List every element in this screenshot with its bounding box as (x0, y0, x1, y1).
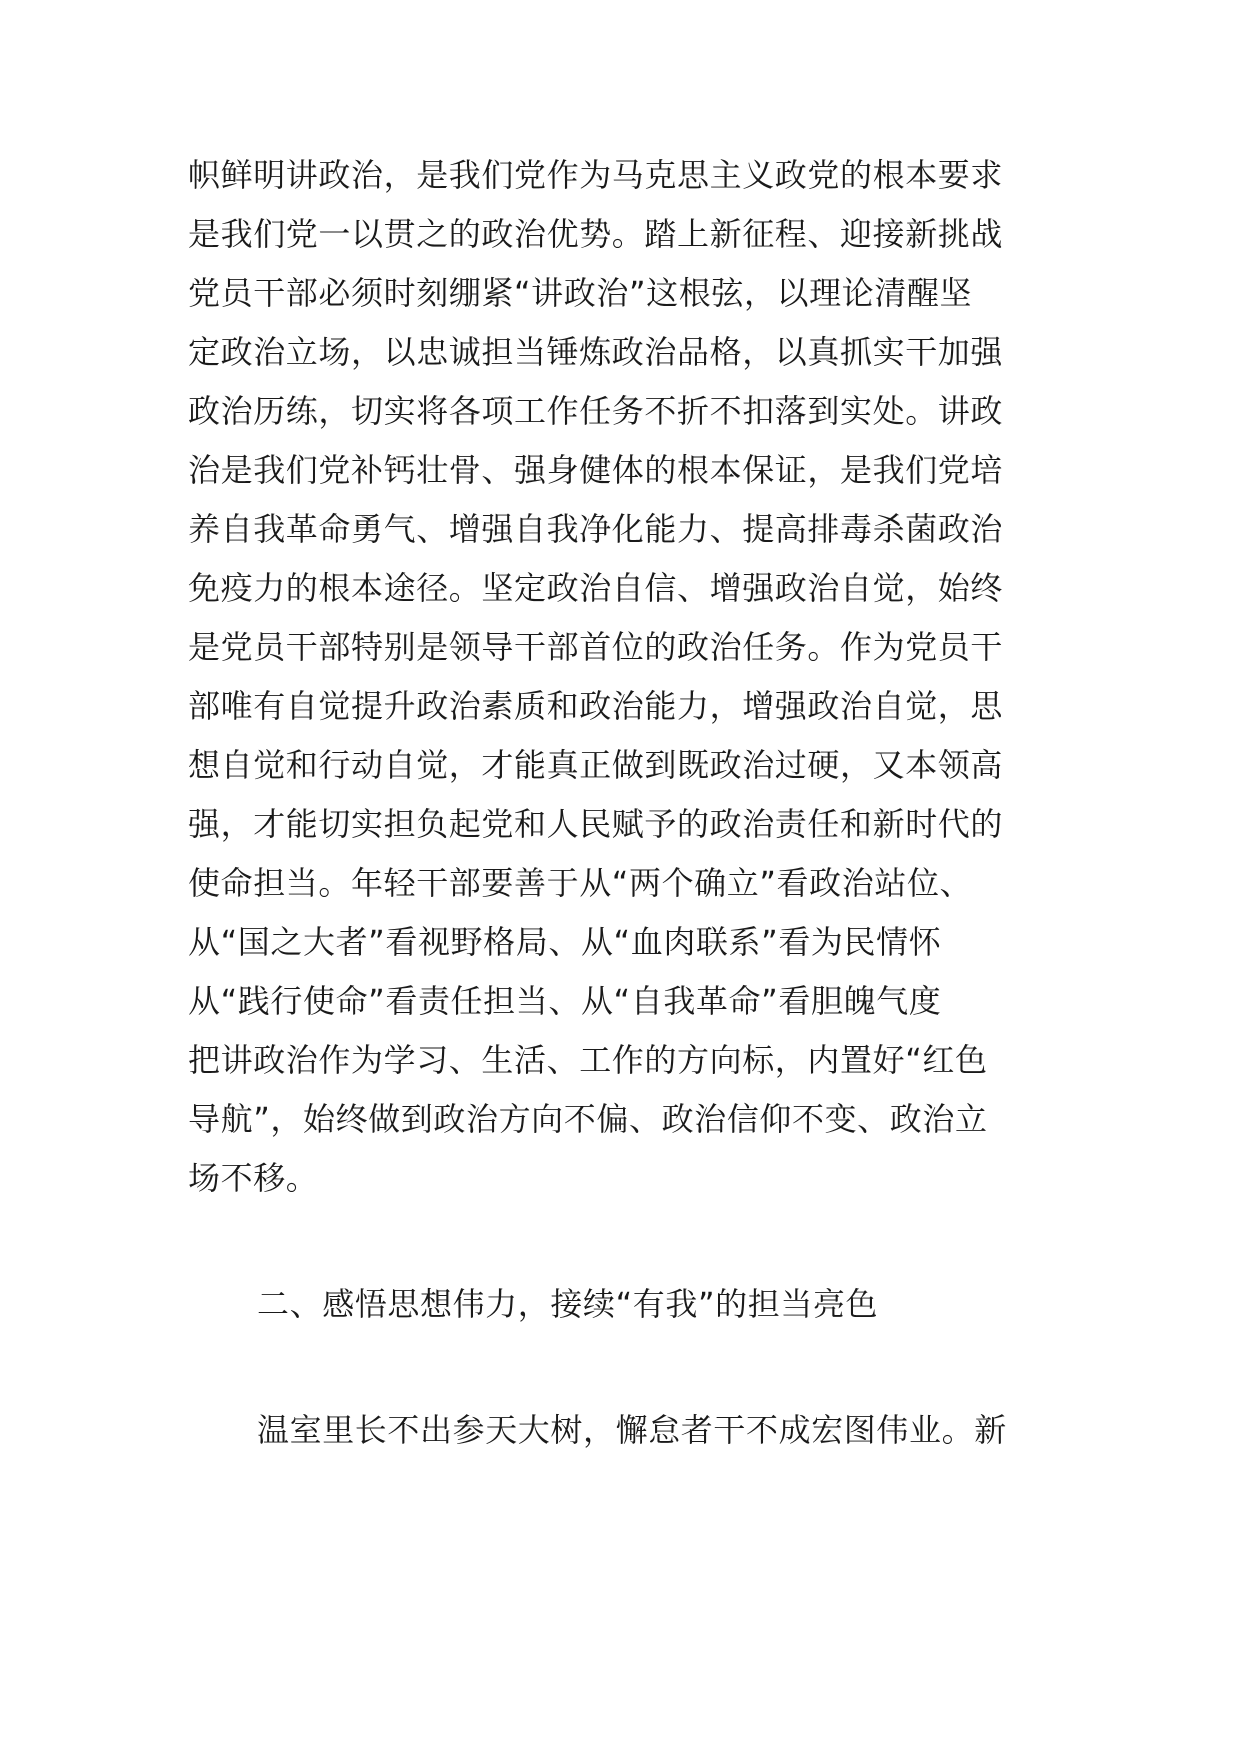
body-text-line: 是党员干部特别是领导干部首位的政治任务。作为党员干 (188, 628, 1004, 666)
body-text-line: 部唯有自觉提升政治素质和政治能力，增强政治自觉，思 (188, 687, 1004, 725)
body-text-line: 帜鲜明讲政治，是我们党作为马克思主义政党的根本要求 (188, 156, 1004, 194)
body-text-line: 治是我们党补钙壮骨、强身健体的根本保证，是我们党培 (188, 451, 1004, 489)
body-text-line: 养自我革命勇气、增强自我净化能力、提高排毒杀菌政治 (188, 510, 1004, 548)
body-text-line: 场不移。 (188, 1159, 319, 1197)
body-text-line: 温室里长不出参天大树，懈怠者干不成宏图伟业。新 (257, 1411, 1007, 1449)
body-text-line: 导航”，始终做到政治方向不偏、政治信仰不变、政治立 (188, 1100, 988, 1138)
body-text-line: 使命担当。年轻干部要善于从“两个确立”看政治站位、 (188, 864, 973, 902)
body-text-line: 免疫力的根本途径。坚定政治自信、增强政治自觉，始终 (188, 569, 1004, 607)
body-text-line: 是我们党一以贯之的政治优势。踏上新征程、迎接新挑战 (188, 215, 1004, 253)
body-text-line: 政治历练，切实将各项工作任务不折不扣落到实处。讲政 (188, 392, 1004, 430)
body-text-line: 想自觉和行动自觉，才能真正做到既政治过硬，又本领高 (188, 746, 1004, 784)
body-text-line: 把讲政治作为学习、生活、工作的方向标，内置好“红色 (188, 1041, 988, 1079)
body-text-line: 从“国之大者”看视野格局、从“血肉联系”看为民情怀 (188, 923, 942, 961)
section-heading: 二、感悟思想伟力，接续“有我”的担当亮色 (257, 1285, 879, 1323)
body-text-line: 党员干部必须时刻绷紧“讲政治”这根弦，以理论清醒坚 (188, 274, 973, 312)
body-text-line: 定政治立场，以忠诚担当锤炼政治品格，以真抓实干加强 (188, 333, 1004, 371)
body-text-line: 强，才能切实担负起党和人民赋予的政治责任和新时代的 (188, 805, 1004, 843)
body-text-line: 从“践行使命”看责任担当、从“自我革命”看胆魄气度 (188, 982, 942, 1020)
